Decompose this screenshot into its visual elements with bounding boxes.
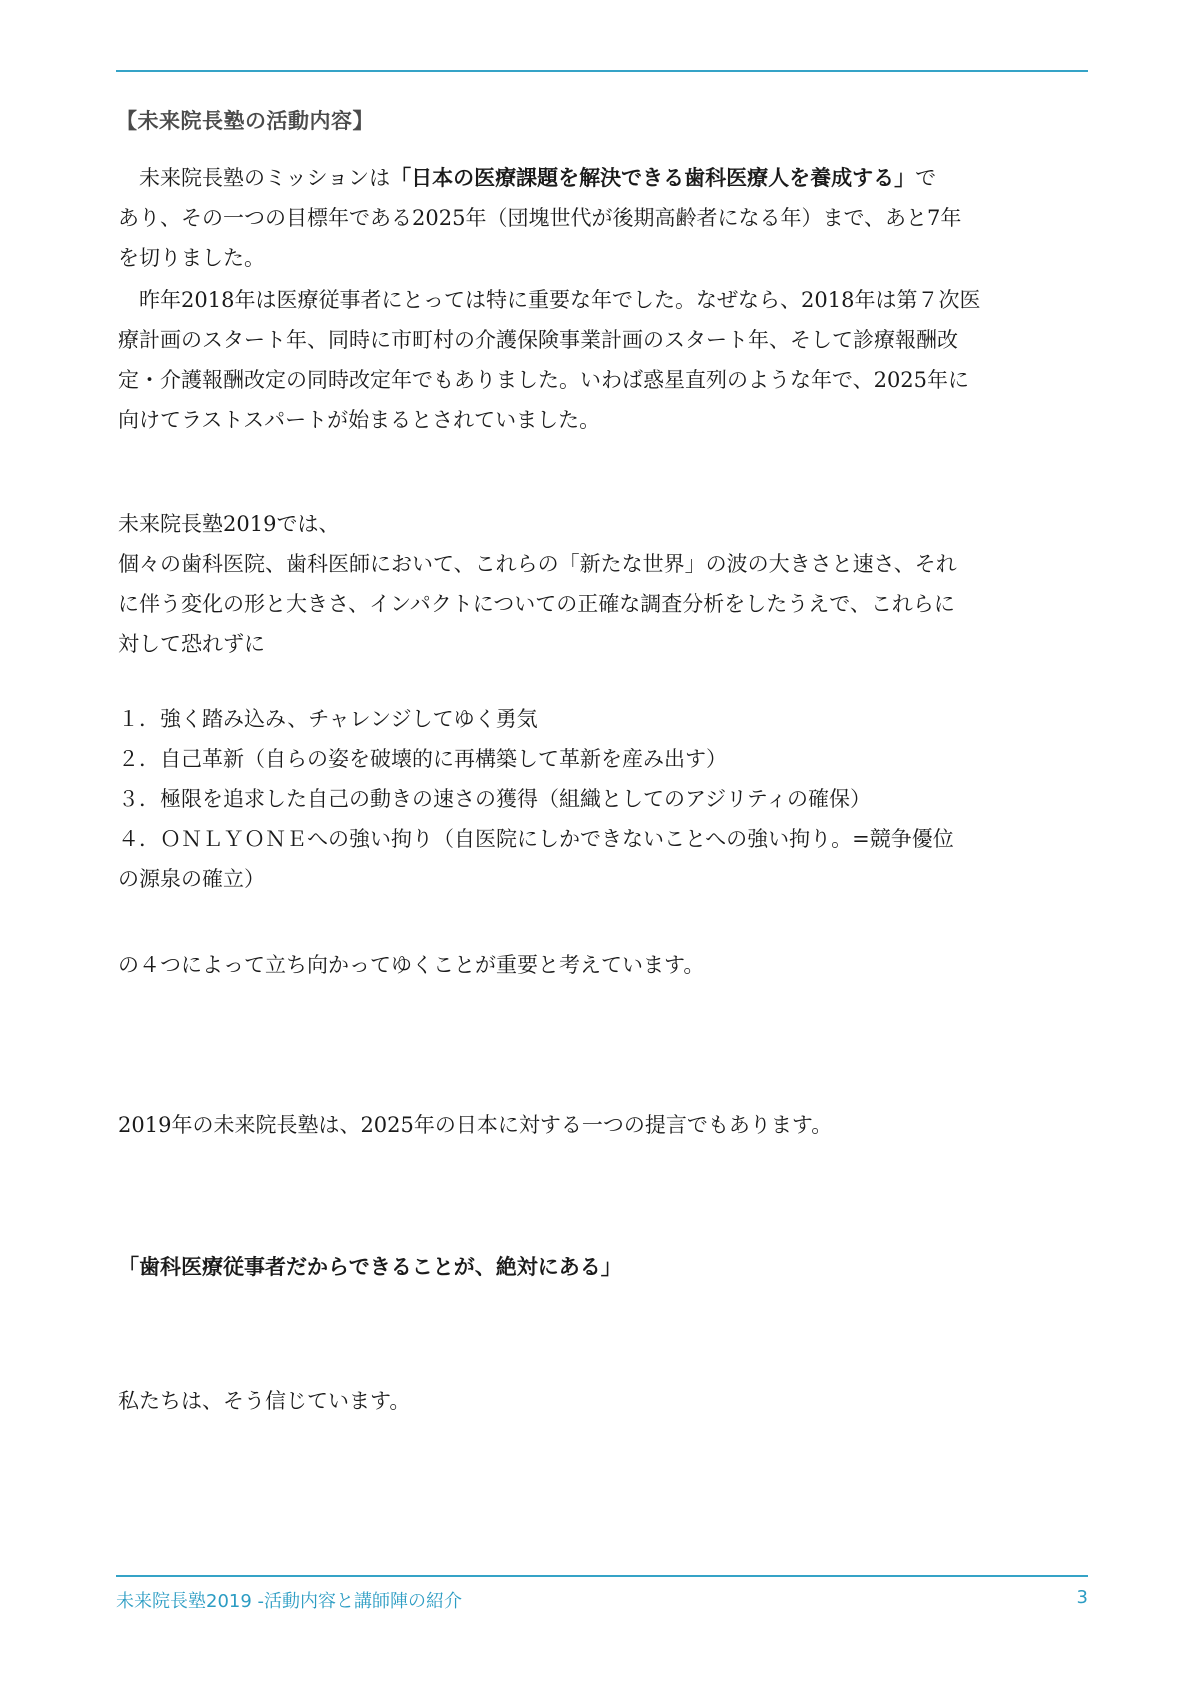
history-line: 療計画のスタート年、同時に市町村の介護保険事業計画のスタート年、そして診療報酬改 [118,328,958,352]
header-rule [116,70,1088,72]
footer-title: 未来院長塾2019 -活動内容と講師陣の紹介 [116,1591,463,1612]
list-item: ４．ＯＮＬＹＯＮＥへの強い拘り（自医院にしかできないことへの強い拘り。=競争優位 [118,827,954,851]
mission-line-3: を切りました。 [118,246,265,270]
motto-text [118,1247,1098,1287]
section-heading: 【未来院長塾の活動内容】 [116,109,374,133]
page-number: 3 [1076,1587,1088,1608]
intro-line: 未来院長塾2019では、 [118,512,340,536]
list-item: ３．極限を追求した自己の動きの速さの獲得（組織としてのアジリティの確保） [118,787,872,811]
motto-bold: 「歯科医療従事者だからできることが、絶対にある」 [118,1254,622,1279]
list-item: ２．自己革新（自らの姿を破壊的に再構築して革新を産み出す） [118,747,727,771]
intro-line: 個々の歯科医院、歯科医師において、これらの「新たな世界」の波の大きさと速さ、それ [118,552,957,576]
conclusion-text [118,945,1098,985]
footer-rule [116,1575,1088,1577]
mission-statement: 「日本の医療課題を解決できる歯科医療人を養成する」 [390,165,916,190]
conclusion-line: の４つによって立ち向かってゆくことが重要と考えています。 [118,953,705,977]
proposal-line: 2019年の未来院長塾は、2025年の日本に対する一つの提言でもあります。 [118,1113,833,1137]
belief-line: 私たちは、そう信じています。 [118,1389,411,1413]
points-list [118,699,1098,899]
intro-line: 対して恐れずに [118,632,265,656]
motto-line [118,1247,1098,1287]
mission-paragraph [118,158,1098,278]
history-line: 向けてラストスパートが始まるとされていました。 [118,408,601,432]
intro-paragraph [118,504,1098,664]
belief-text [118,1381,1098,1421]
proposal-text [118,1105,1098,1145]
list-item-continuation: の源泉の確立） [118,867,265,891]
history-line: 定・介護報酬改定の同時改定年でもありました。いわば惑星直列のような年で、2025年に [118,368,970,392]
intro-line: に伴う変化の形と大きさ、インパクトについての正確な調査分析をしたうえで、これらに [118,592,955,616]
history-line: 昨年2018年は医療従事者にとっては特に重要な年でした。なぜなら、2018年は第７次医 [118,288,981,312]
mission-post: で [915,166,937,190]
mission-pre: 未来院長塾のミッションは [118,166,391,190]
mission-line-1 [118,158,1098,198]
mission-line-2: あり、その一つの目標年である2025年（団塊世代が後期高齢者になる年）まで、あと7年 [118,206,962,230]
list-item: １．強く踏み込み、チャレンジしてゆく勇気 [118,707,538,731]
history-paragraph [118,280,1098,440]
